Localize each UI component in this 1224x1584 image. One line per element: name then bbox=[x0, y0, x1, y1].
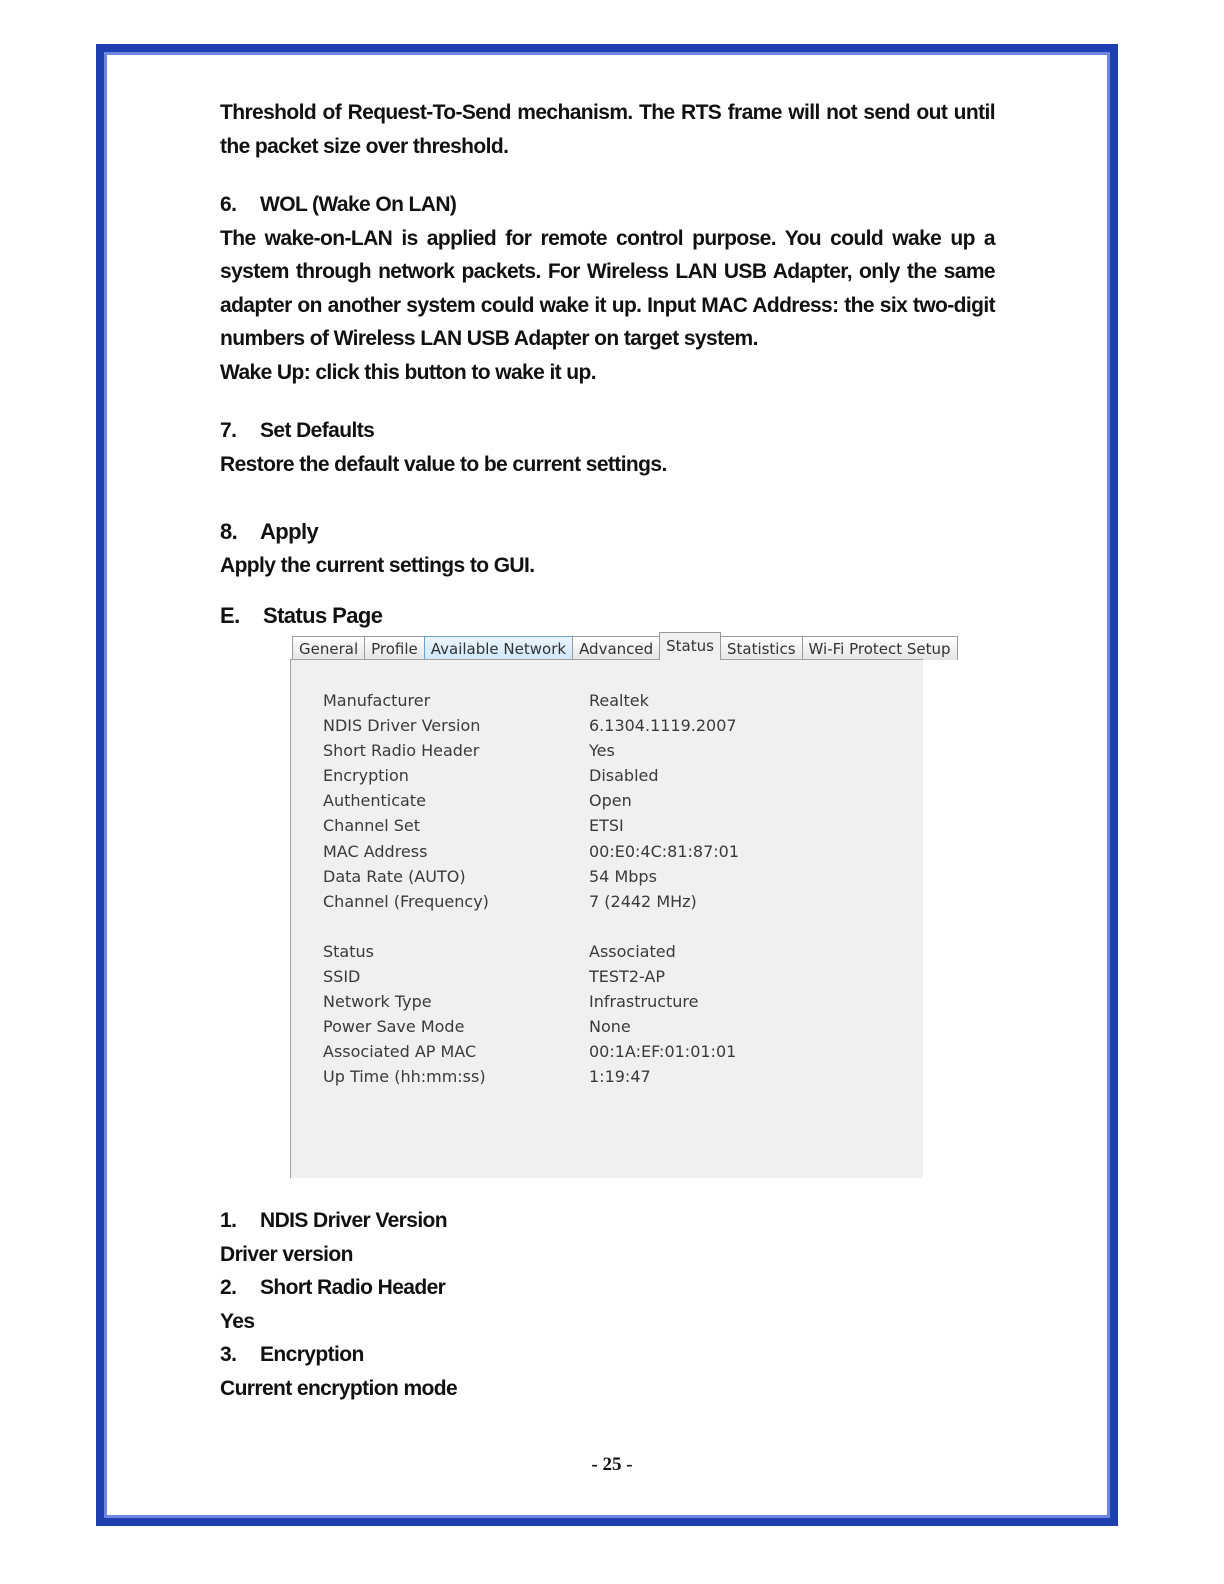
status-row-network-type bbox=[323, 989, 739, 1014]
row-label: Channel Set bbox=[323, 816, 421, 836]
item-heading-short-radio bbox=[220, 1271, 995, 1305]
section-heading-apply bbox=[220, 515, 995, 549]
row-value: Open bbox=[589, 791, 632, 811]
row-value: Infrastructure bbox=[589, 992, 699, 1012]
status-row-encryption bbox=[323, 763, 739, 788]
section-title: WOL (Wake On LAN) bbox=[260, 193, 457, 216]
row-value: None bbox=[589, 1017, 631, 1037]
status-row-associated-ap-mac bbox=[323, 1039, 739, 1064]
status-row-short-radio-header bbox=[323, 738, 739, 763]
status-panel bbox=[290, 659, 923, 1178]
item-heading-ndis bbox=[220, 1204, 995, 1238]
row-label: SSID bbox=[323, 967, 361, 987]
status-row-up-time bbox=[323, 1064, 739, 1089]
row-value: 1:19:47 bbox=[589, 1067, 651, 1087]
status-row-manufacturer bbox=[323, 688, 739, 713]
status-row-data-rate bbox=[323, 864, 739, 889]
status-row-status bbox=[323, 939, 739, 964]
status-row-authenticate bbox=[323, 788, 739, 813]
tab-general[interactable]: General bbox=[292, 636, 365, 660]
section-title: Status Page bbox=[263, 603, 383, 628]
set-defaults-paragraph: Restore the default value to be current settings. bbox=[220, 452, 667, 476]
status-items-list bbox=[220, 1204, 995, 1405]
tab-available-network[interactable]: Available Network bbox=[424, 636, 573, 660]
row-value: 54 Mbps bbox=[589, 866, 657, 886]
tab-wifi-protect-setup[interactable]: Wi-Fi Protect Setup bbox=[802, 636, 958, 660]
status-row-ndis-driver-version bbox=[323, 713, 739, 738]
row-label: Associated AP MAC bbox=[323, 1042, 477, 1062]
item-title: Short Radio Header bbox=[260, 1276, 446, 1299]
row-label: Power Save Mode bbox=[323, 1017, 465, 1037]
row-value: Realtek bbox=[589, 691, 649, 710]
tab-bar bbox=[292, 632, 957, 660]
wol-paragraph: The wake-on-LAN is applied for remote control purpose. You could wake up a system through network packets. For Wireless LAN USB Adapter, only the same adapter on another system could wake it up. Input MAC Address: the six two-digit numbers of Wireless LAN USB Adapter on target system. bbox=[220, 226, 995, 350]
item-title: NDIS Driver Version bbox=[260, 1209, 448, 1232]
item-body: Driver version bbox=[220, 1242, 353, 1266]
row-label: NDIS Driver Version bbox=[323, 716, 481, 736]
row-label: MAC Address bbox=[323, 841, 428, 861]
status-rows bbox=[323, 688, 739, 1090]
intro-paragraph: Threshold of Request-To-Send mechanism. The RTS frame will not send out until the packet size over threshold. bbox=[220, 101, 995, 158]
row-label: Status bbox=[323, 941, 374, 961]
row-label: Short Radio Header bbox=[323, 741, 480, 761]
section-number: 8. bbox=[220, 519, 238, 544]
apply-paragraph: Apply the current settings to GUI. bbox=[220, 553, 535, 577]
section-number: 7. bbox=[220, 419, 237, 442]
page-content bbox=[220, 96, 995, 1405]
status-row-ssid bbox=[323, 964, 739, 989]
row-label: Channel (Frequency) bbox=[323, 891, 489, 911]
row-label: Manufacturer bbox=[323, 691, 431, 710]
status-row-channel-frequency bbox=[323, 889, 739, 914]
section-heading-wol bbox=[220, 188, 995, 222]
row-value: 7 (2442 MHz) bbox=[589, 891, 697, 911]
status-row-channel-set bbox=[323, 813, 739, 838]
section-title: Set Defaults bbox=[260, 419, 375, 442]
wake-up-paragraph: Wake Up: click this button to wake it up. bbox=[220, 360, 596, 384]
row-label: Authenticate bbox=[323, 791, 426, 811]
section-number: 6. bbox=[220, 193, 237, 216]
item-title: Encryption bbox=[260, 1343, 364, 1366]
section-e-heading bbox=[220, 602, 995, 630]
item-number: 3. bbox=[220, 1343, 237, 1366]
item-body: Yes bbox=[220, 1309, 255, 1333]
row-value: ETSI bbox=[589, 816, 624, 836]
row-value: 6.1304.1119.2007 bbox=[589, 716, 737, 736]
item-heading-encryption bbox=[220, 1338, 995, 1372]
tab-statistics[interactable]: Statistics bbox=[720, 636, 803, 660]
status-row-mac-address bbox=[323, 839, 739, 864]
tab-profile[interactable]: Profile bbox=[364, 636, 425, 660]
item-number: 2. bbox=[220, 1276, 237, 1299]
status-dialog bbox=[290, 632, 951, 1178]
item-body: Current encryption mode bbox=[220, 1376, 458, 1400]
row-label: Encryption bbox=[323, 766, 409, 786]
section-heading-set-defaults bbox=[220, 414, 995, 448]
row-label: Network Type bbox=[323, 992, 432, 1012]
row-value: Yes bbox=[589, 741, 615, 761]
section-title: Apply bbox=[260, 519, 319, 544]
section-letter: E. bbox=[220, 603, 240, 628]
tab-status[interactable]: Status bbox=[659, 632, 721, 660]
row-value: Disabled bbox=[589, 766, 659, 786]
row-label: Up Time (hh:mm:ss) bbox=[323, 1067, 486, 1087]
item-number: 1. bbox=[220, 1209, 237, 1232]
row-label: Data Rate (AUTO) bbox=[323, 866, 466, 886]
page-number: - 25 - bbox=[591, 1454, 633, 1475]
row-value: TEST2-AP bbox=[589, 967, 666, 987]
status-row-power-save-mode bbox=[323, 1014, 739, 1039]
row-value: Associated bbox=[589, 941, 676, 961]
tab-advanced[interactable]: Advanced bbox=[572, 636, 660, 660]
row-value: 00:1A:EF:01:01:01 bbox=[589, 1042, 737, 1062]
row-value: 00:E0:4C:81:87:01 bbox=[589, 841, 740, 861]
